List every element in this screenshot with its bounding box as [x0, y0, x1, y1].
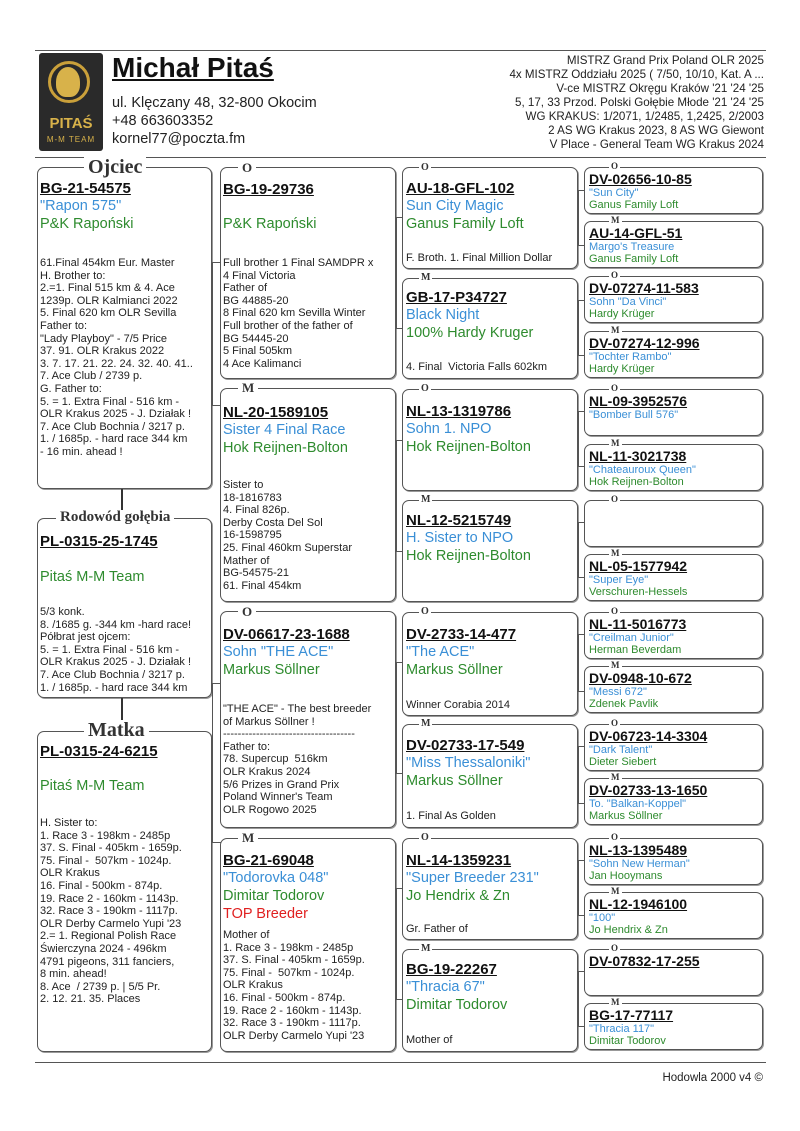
gen4-name-4: "Bomber Bull 576": [589, 409, 679, 421]
gen2-top-breeder-3: TOP Breeder: [223, 906, 308, 922]
gen4-label-5: M: [611, 438, 620, 448]
gen2-description-3: Mother of 1. Race 3 - 198km - 2485p 37. S. Final - 405km - 1659p. 75. Final - 507km - 1024p. OLR Krakus 16. Final - 500km - 874p. 19. Race 2 - 160km - 1143p. 32. Race 3 - 190km - 1117p. OLR Derby Carmelo Yupi '23: [223, 929, 365, 1042]
gen4-name-7: "Super Eye": [589, 574, 649, 586]
achievement-0: MISTRZ Grand Prix Poland OLR 2025: [566, 54, 764, 67]
gen4-card-6: [584, 500, 763, 547]
gen2-breeder-0: P&K Rapoński: [223, 216, 317, 232]
gen3-ring-3: NL-12-5215749: [406, 512, 512, 529]
achievement-5: 2 AS WG Krakus 2023, 8 AS WG Giewont: [548, 124, 764, 137]
gen4-breeder-10: Dieter Siebert: [589, 756, 657, 768]
gen4-name-9: "Messi 672": [589, 686, 647, 698]
gen2-description-1: Sister to 18-1816783 4. Final 826p. Derby Costa Del Sol 16-1598795 25. Final 460km Superstar Mather of BG-54575-21 61. Final 454km: [223, 479, 353, 592]
gen3-ring-5: DV-02733-17-549: [406, 737, 525, 754]
achievement-2: V-ce MISTRZ Okręgu Kraków '21 '24 '25: [556, 82, 764, 95]
gen3-name-0: Sun City Magic: [406, 198, 504, 214]
gen3-breeder-5: Markus Söllner: [406, 773, 503, 789]
gen4-breeder-2: Hardy Krüger: [589, 308, 655, 320]
gen4-name-5: "Chateauroux Queen": [589, 464, 696, 476]
gen4-breeder-1: Ganus Family Loft: [589, 253, 679, 265]
gen4-label-4: O: [611, 383, 619, 393]
footer-credit: Hodowla 2000 v4 ©: [662, 1072, 763, 1084]
gen3-breeder-4: Markus Söllner: [406, 662, 503, 678]
gen2-ring-1: NL-20-1589105: [223, 404, 329, 421]
gen2-label-2: O: [238, 605, 256, 618]
gen4-breeder-5: Hok Reijnen-Bolton: [589, 476, 684, 488]
gen4-breeder-12: Jan Hooymans: [589, 870, 663, 882]
achievement-4: WG KRAKUS: 1/2071, 1/2485, 1,2425, 2/2003: [525, 110, 764, 123]
gen3-label-2: O: [421, 383, 429, 394]
gen3-description-5: 1. Final As Golden: [406, 810, 496, 822]
logo-subtext: M-M TEAM: [46, 135, 96, 144]
owner-phone: +48 663603352: [112, 113, 214, 129]
gen4-ring-0: DV-02656-10-85: [589, 171, 692, 187]
father-description: 61.Final 454km Eur. Master H. Brother to: 2.=1. Final 515 km & 4. Ace 1239p. OLR Kalmianci 2022 5. Final 620 km OLR Sevilla Father to: "Lady Playboy" - 7/5 Price 37. 91. OLR Krakus 2022 3. 7. 17. 21. 22. 24. 32. 40. 41.. 7. Ace Club / 2739 p. G. Father to: 5. = 1. Extra Final - 516 km - OLR Krakus 2025 - J. Działak ! 7. Ace Club Bochnia / 3217 p. 1. / 1685p. - hard race 344 km - 16 min. ahead !: [40, 257, 193, 458]
gen3-name-7: "Thracia 67": [406, 979, 485, 995]
gen4-label-11: M: [611, 772, 620, 782]
gen3-description-0: F. Broth. 1. Final Million Dollar: [406, 252, 553, 264]
mother-label: Matka: [84, 720, 149, 740]
owner-address: ul. Klęczany 48, 32-800 Okocim: [112, 95, 317, 111]
gen3-ring-7: BG-19-22267: [406, 961, 497, 978]
achievement-1: 4x MISTRZ Oddziału 2025 ( 7/50, 10/10, Kat. A ...: [509, 68, 764, 81]
gen4-label-13: M: [611, 886, 620, 896]
gen3-name-2: Sohn 1. NPO: [406, 421, 492, 437]
gen4-ring-7: NL-05-1577942: [589, 558, 688, 574]
gen2-breeder-2: Markus Söllner: [223, 662, 320, 678]
gen4-ring-1: AU-14-GFL-51: [589, 225, 683, 241]
gen3-description-1: 4. Final Victoria Falls 602km: [406, 361, 548, 373]
gen3-ring-1: GB-17-P34727: [406, 289, 507, 306]
gen2-breeder-3: Dimitar Todorov: [223, 888, 325, 904]
gen4-ring-5: NL-11-3021738: [589, 448, 687, 464]
pigeon-icon: [56, 67, 80, 97]
gen3-label-0: O: [421, 162, 429, 173]
gen4-name-12: "Sohn New Herman": [589, 858, 690, 870]
gen4-label-15: M: [611, 997, 620, 1007]
gen3-breeder-7: Dimitar Todorov: [406, 997, 508, 1013]
gen3-label-4: O: [421, 606, 429, 617]
gen4-ring-8: NL-11-5016773: [589, 616, 687, 632]
gen4-ring-9: DV-0948-10-672: [589, 670, 692, 686]
gen2-ring-2: DV-06617-23-1688: [223, 626, 350, 643]
father-name: "Rapon 575": [40, 198, 122, 214]
logo-text: PITAŚ: [49, 115, 93, 132]
gen4-ring-12: NL-13-1395489: [589, 842, 688, 858]
gen4-name-15: "Thracia 117": [589, 1023, 655, 1035]
gen3-name-1: Black Night: [406, 307, 480, 323]
gen2-label-3: M: [238, 831, 258, 844]
gen2-label-1: M: [238, 381, 258, 394]
gen3-description-4: Winner Corabia 2014: [406, 699, 510, 711]
mother-description: H. Sister to: 1. Race 3 - 198km - 2485p 37. S. Final - 405km - 1659p. 75. Final - 507km - 1024p. OLR Krakus 16. Final - 500km - 874p. 19. Race 2 - 160km - 1143p. 32. Race 3 - 190km - 1117p. OLR Derby Carmelo Yupi '23 2.= 1. Regional Polish Race Świerczyna 2024 - 496km 4791 pigeons, 311 fanciers, 8 min. ahead! 8. Ace / 2739 p. | 5/5 Pr. 2. 12. 21. 35. Places: [40, 817, 182, 1006]
gen3-ring-4: DV-2733-14-477: [406, 626, 517, 643]
breeder-logo: [39, 53, 103, 151]
gen3-name-3: H. Sister to NPO: [406, 530, 514, 546]
gen4-label-3: M: [611, 325, 620, 335]
gen4-label-1: M: [611, 215, 620, 225]
gen3-label-5: M: [421, 718, 431, 729]
gen3-breeder-6: Jo Hendrix & Zn: [406, 888, 510, 904]
bottom-rule: [35, 1062, 766, 1063]
gen2-ring-0: BG-19-29736: [223, 181, 314, 198]
gen4-label-14: O: [611, 943, 619, 953]
gen3-ring-2: NL-13-1319786: [406, 403, 512, 420]
gen2-name-2: Sohn "THE ACE": [223, 644, 334, 660]
gen3-description-6: Gr. Father of: [406, 923, 468, 935]
gen2-breeder-1: Hok Reijnen-Bolton: [223, 440, 348, 456]
gen4-label-6: O: [611, 494, 619, 504]
gen4-ring-11: DV-02733-13-1650: [589, 782, 708, 798]
father-ring: BG-21-54575: [40, 180, 131, 197]
gen4-breeder-9: Zdenek Pavlik: [589, 698, 659, 710]
gen4-label-7: M: [611, 548, 620, 558]
gen4-breeder-11: Markus Söllner: [589, 810, 663, 822]
gen3-description-7: Mother of: [406, 1034, 453, 1046]
gen2-description-0: Full brother 1 Final SAMDPR x 4 Final Victoria Father of BG 44885-20 8 Final 620 km Sevilla Winter Full brother of the father of BG 54445-20 5 Final 505km 4 Ace Kalimanci: [223, 257, 374, 370]
gen3-breeder-1: 100% Hardy Kruger: [406, 325, 534, 341]
gen4-breeder-15: Dimitar Todorov: [589, 1035, 666, 1047]
gen4-label-10: O: [611, 718, 619, 728]
gen2-ring-3: BG-21-69048: [223, 852, 314, 869]
subject-description: 5/3 konk. 8. /1685 g. -344 km -hard race! Półbrat jest ojcem: 5. = 1. Extra Final - 516 km - OLR Krakus 2025 - J. Działak ! 7. Ace Club Bochnia / 3217 p. 1. / 1685p. - hard race 344 km: [40, 606, 192, 694]
gen3-breeder-2: Hok Reijnen-Bolton: [406, 439, 531, 455]
gen4-name-0: "Sun City": [589, 187, 639, 199]
gen4-name-2: Sohn "Da Vinci": [589, 296, 667, 308]
subject-ring: PL-0315-25-1745: [40, 533, 158, 550]
gen4-ring-3: DV-07274-12-996: [589, 335, 700, 351]
gen3-label-6: O: [421, 832, 429, 843]
gen4-breeder-7: Verschuren-Hessels: [589, 586, 688, 598]
father-label: Ojciec: [84, 157, 146, 177]
gen3-breeder-0: Ganus Family Loft: [406, 216, 524, 232]
gen2-description-2: "THE ACE" - The best breeder of Markus Söllner ! ------------------------------------ Father to: 78. Supercup 516km OLR Krakus 2024 5/6 Prizes in Grand Prix Poland Winner's Team OLR Rogowo 2025: [223, 703, 372, 816]
father-breeder: P&K Rapoński: [40, 216, 134, 232]
gen4-name-8: "Creilman Junior": [589, 632, 674, 644]
gen4-label-0: O: [611, 161, 619, 171]
gen2-name-3: "Todorovka 048": [223, 870, 329, 886]
gen4-name-3: "Tochter Rambo": [589, 351, 672, 363]
subject-breeder: Pitaś M-M Team: [40, 569, 145, 585]
gen3-ring-0: AU-18-GFL-102: [406, 180, 515, 197]
gen4-name-13: "100": [589, 912, 616, 924]
gen3-name-4: "The ACE": [406, 644, 475, 660]
gen4-ring-13: NL-12-1946100: [589, 896, 688, 912]
gen3-name-6: "Super Breeder 231": [406, 870, 539, 886]
gen4-ring-14: DV-07832-17-255: [589, 953, 700, 969]
gen3-ring-6: NL-14-1359231: [406, 852, 512, 869]
gen3-label-3: M: [421, 494, 431, 505]
mother-ring: PL-0315-24-6215: [40, 743, 158, 760]
gen4-breeder-3: Hardy Krüger: [589, 363, 655, 375]
gen4-label-9: M: [611, 660, 620, 670]
subject-label: Rodowód gołębia: [56, 510, 174, 525]
gen3-label-1: M: [421, 272, 431, 283]
gen3-label-7: M: [421, 943, 431, 954]
achievement-3: 5, 17, 33 Przod. Polski Gołębie Młode '21 '24 '25: [515, 96, 764, 109]
gen4-ring-10: DV-06723-14-3304: [589, 728, 708, 744]
achievement-6: V Place - General Team WG Krakus 2024: [549, 138, 764, 151]
gen3-name-5: "Miss Thessaloniki": [406, 755, 531, 771]
gen4-label-2: O: [611, 270, 619, 280]
owner-name: Michał Pitaś: [112, 52, 274, 83]
gen4-name-1: Margo's Treasure: [589, 241, 675, 253]
gen2-name-1: Sister 4 Final Race: [223, 422, 346, 438]
gen4-ring-15: BG-17-77117: [589, 1007, 674, 1023]
gen2-label-0: O: [238, 161, 256, 174]
owner-email: kornel77@poczta.fm: [112, 131, 246, 147]
gen4-label-12: O: [611, 832, 619, 842]
mother-breeder: Pitaś M-M Team: [40, 778, 145, 794]
gen4-breeder-0: Ganus Family Loft: [589, 199, 679, 211]
gen4-name-11: To. "Balkan-Koppel": [589, 798, 687, 810]
gen4-name-10: "Dark Talent": [589, 744, 653, 756]
top-rule: [35, 50, 766, 51]
gen4-label-8: O: [611, 606, 619, 616]
gen4-breeder-8: Herman Beverdam: [589, 644, 682, 656]
gen4-breeder-13: Jo Hendrix & Zn: [589, 924, 668, 936]
gen4-ring-4: NL-09-3952576: [589, 393, 688, 409]
gen3-breeder-3: Hok Reijnen-Bolton: [406, 548, 531, 564]
gen4-ring-2: DV-07274-11-583: [589, 280, 699, 296]
